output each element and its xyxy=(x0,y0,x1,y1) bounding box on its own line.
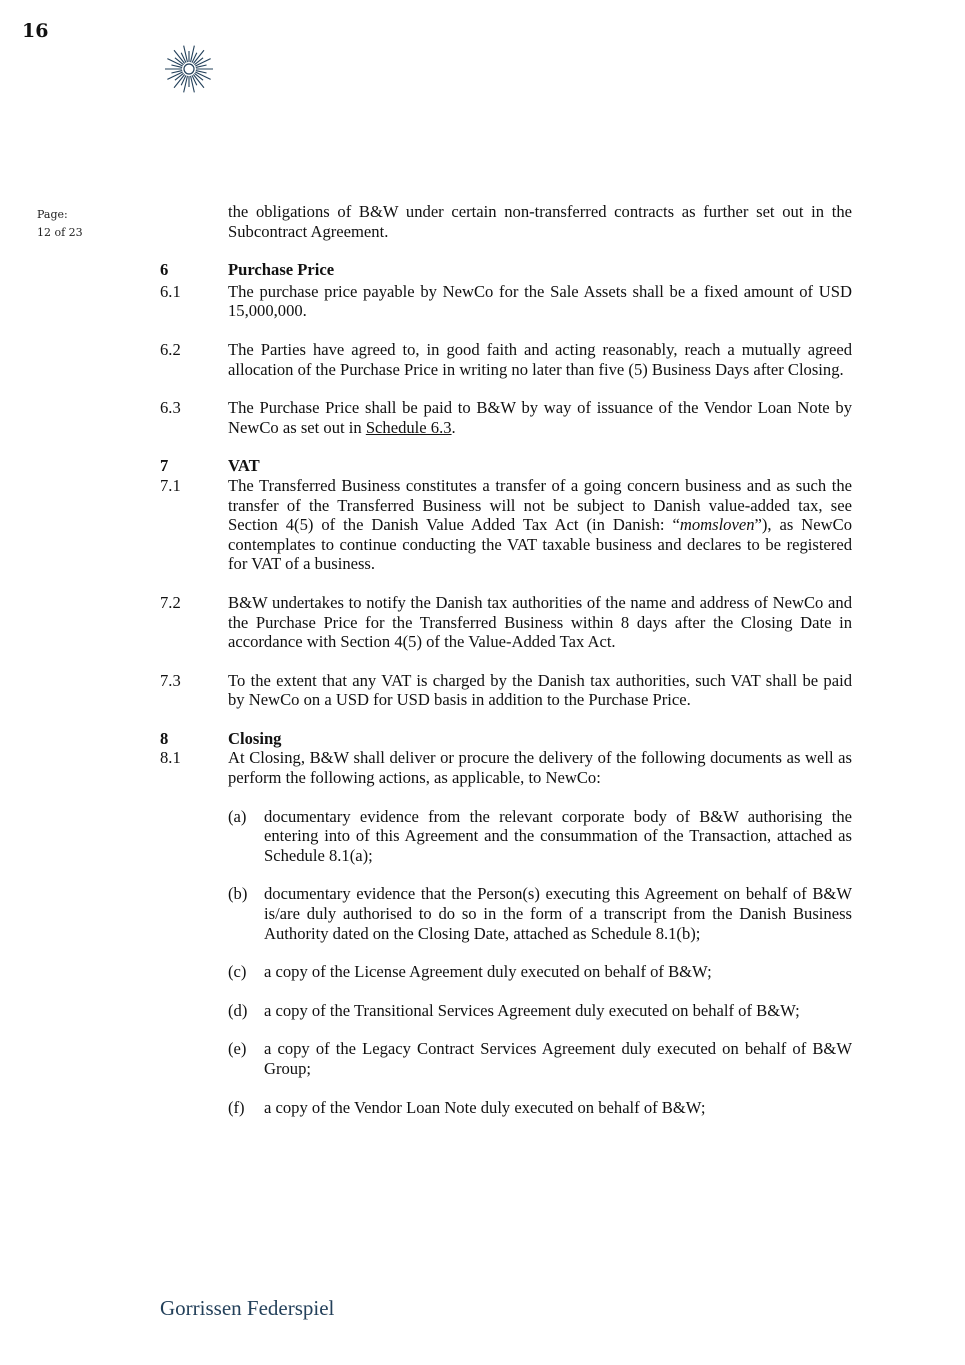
clause-7-1 xyxy=(160,476,852,574)
clause-number: 6.3 xyxy=(160,398,181,418)
clause-italic-term: momsloven xyxy=(679,515,755,535)
list-item xyxy=(160,807,852,866)
clause-text-part: ”), as NewCo contemplates to continue conducting the VAT taxable business and declares to be registered for VAT of a business. xyxy=(228,515,853,574)
list-item-text: documentary evidence that the Person(s) executing this Agreement on behalf of B&W is/are duly authorised to do so in the form of a transcript from the Danish Business Authority dated on the Closing Date, attached as Schedule 8.1(b); xyxy=(264,884,852,943)
section-8-heading xyxy=(160,729,852,749)
page-number: 16 xyxy=(22,20,49,42)
clause-text-part: The Transferred Business constitutes a transfer of a going concern business and as such the transfer of the Transferred Business will not be subject to Danish value-added tax, see Section 4(5) of the Danish Value Added Tax Act (in Danish: “ xyxy=(228,475,852,535)
clause-text: At Closing, B&W shall deliver or procure the delivery of the following documents as well as perform the following actions, as applicable, to NewCo: xyxy=(228,748,852,788)
clause-6-2 xyxy=(160,340,852,379)
page-label: Page: xyxy=(37,208,68,221)
clause-number: 6.2 xyxy=(160,339,181,359)
intro-paragraph xyxy=(160,202,852,241)
clause-6-1 xyxy=(160,282,852,321)
list-item xyxy=(160,962,852,982)
clause-7-3 xyxy=(160,671,852,710)
page-of-label: 12 of 23 xyxy=(37,226,83,239)
page-meta xyxy=(37,206,83,242)
clause-8-1 xyxy=(160,748,852,787)
list-item-text: a copy of the Transitional Services Agreement duly executed on behalf of B&W; xyxy=(264,1000,800,1020)
list-item-text: a copy of the Legacy Contract Services Agreement duly executed on behalf of B&W Group; xyxy=(264,1039,852,1078)
clause-text: B&W undertakes to notify the Danish tax authorities of the name and address of NewCo and the Purchase Price for the Transferred Business within 8 days after the Closing Date in accordance with Section 4(5) of the Value-Added Tax Act. xyxy=(228,592,852,652)
list-item xyxy=(160,1039,852,1078)
intro-text: the obligations of B&W under certain non-transferred contracts as further set out in the Subcontract Agreement. xyxy=(228,202,852,241)
list-item-label: (a) xyxy=(228,806,247,826)
clause-number: 6.1 xyxy=(160,281,181,301)
section-7-number: 7 xyxy=(160,456,169,476)
clause-7-2 xyxy=(160,593,852,652)
clause-text: The Parties have agreed to, in good faith and acting reasonably, reach a mutually agreed allocation of the Purchase Price in writing no later than five (5) Business Days after Closing. xyxy=(228,339,852,379)
list-item xyxy=(160,1098,852,1118)
section-6-title: Purchase Price xyxy=(228,260,335,280)
list-item xyxy=(160,884,852,943)
list-item-label: (b) xyxy=(228,884,248,904)
section-7-title: VAT xyxy=(228,456,260,476)
list-item-label: (f) xyxy=(228,1097,245,1117)
clause-text-part: . xyxy=(451,417,456,437)
schedule-6-3-link[interactable]: Schedule 6.3 xyxy=(365,417,452,437)
clause-text xyxy=(228,398,852,437)
section-8-title: Closing xyxy=(228,728,282,748)
section-6-number: 6 xyxy=(160,260,169,280)
clause-number: 7.3 xyxy=(160,670,181,690)
list-item-text: a copy of the Vendor Loan Note duly executed on behalf of B&W; xyxy=(264,1097,706,1117)
sunburst-logo-icon xyxy=(160,44,218,94)
clause-6-3 xyxy=(160,398,852,437)
clause-text: The purchase price payable by NewCo for the Sale Assets shall be a fixed amount of USD 15,000,000. xyxy=(228,281,852,321)
firm-name-footer: Gorrissen Federspiel xyxy=(160,1296,335,1320)
list-item-text: documentary evidence from the relevant corporate body of B&W authorising the entering into of this Agreement and the consummation of the Transaction, attached as Schedule 8.1(a); xyxy=(264,806,852,865)
clause-number: 7.1 xyxy=(160,475,181,495)
document-body xyxy=(160,202,852,1117)
list-item-label: (d) xyxy=(228,1000,248,1020)
clause-number: 7.2 xyxy=(160,592,181,612)
section-7-heading xyxy=(160,456,852,476)
clause-text xyxy=(228,476,852,574)
clause-number: 8.1 xyxy=(160,748,181,768)
list-item-label: (e) xyxy=(228,1039,247,1059)
clause-text: To the extent that any VAT is charged by the Danish tax authorities, such VAT shall be paid by NewCo on a USD for USD basis in addition to the Purchase Price. xyxy=(228,670,852,710)
list-item-text: a copy of the License Agreement duly executed on behalf of B&W; xyxy=(264,962,712,982)
section-6-heading xyxy=(160,260,852,280)
clause-text-part: The Purchase Price shall be paid to B&W by way of issuance of the Vendor Loan Note by NewCo as set out in xyxy=(228,398,852,437)
list-item-label: (c) xyxy=(228,962,247,982)
section-8-number: 8 xyxy=(160,728,169,748)
list-item xyxy=(160,1001,852,1021)
